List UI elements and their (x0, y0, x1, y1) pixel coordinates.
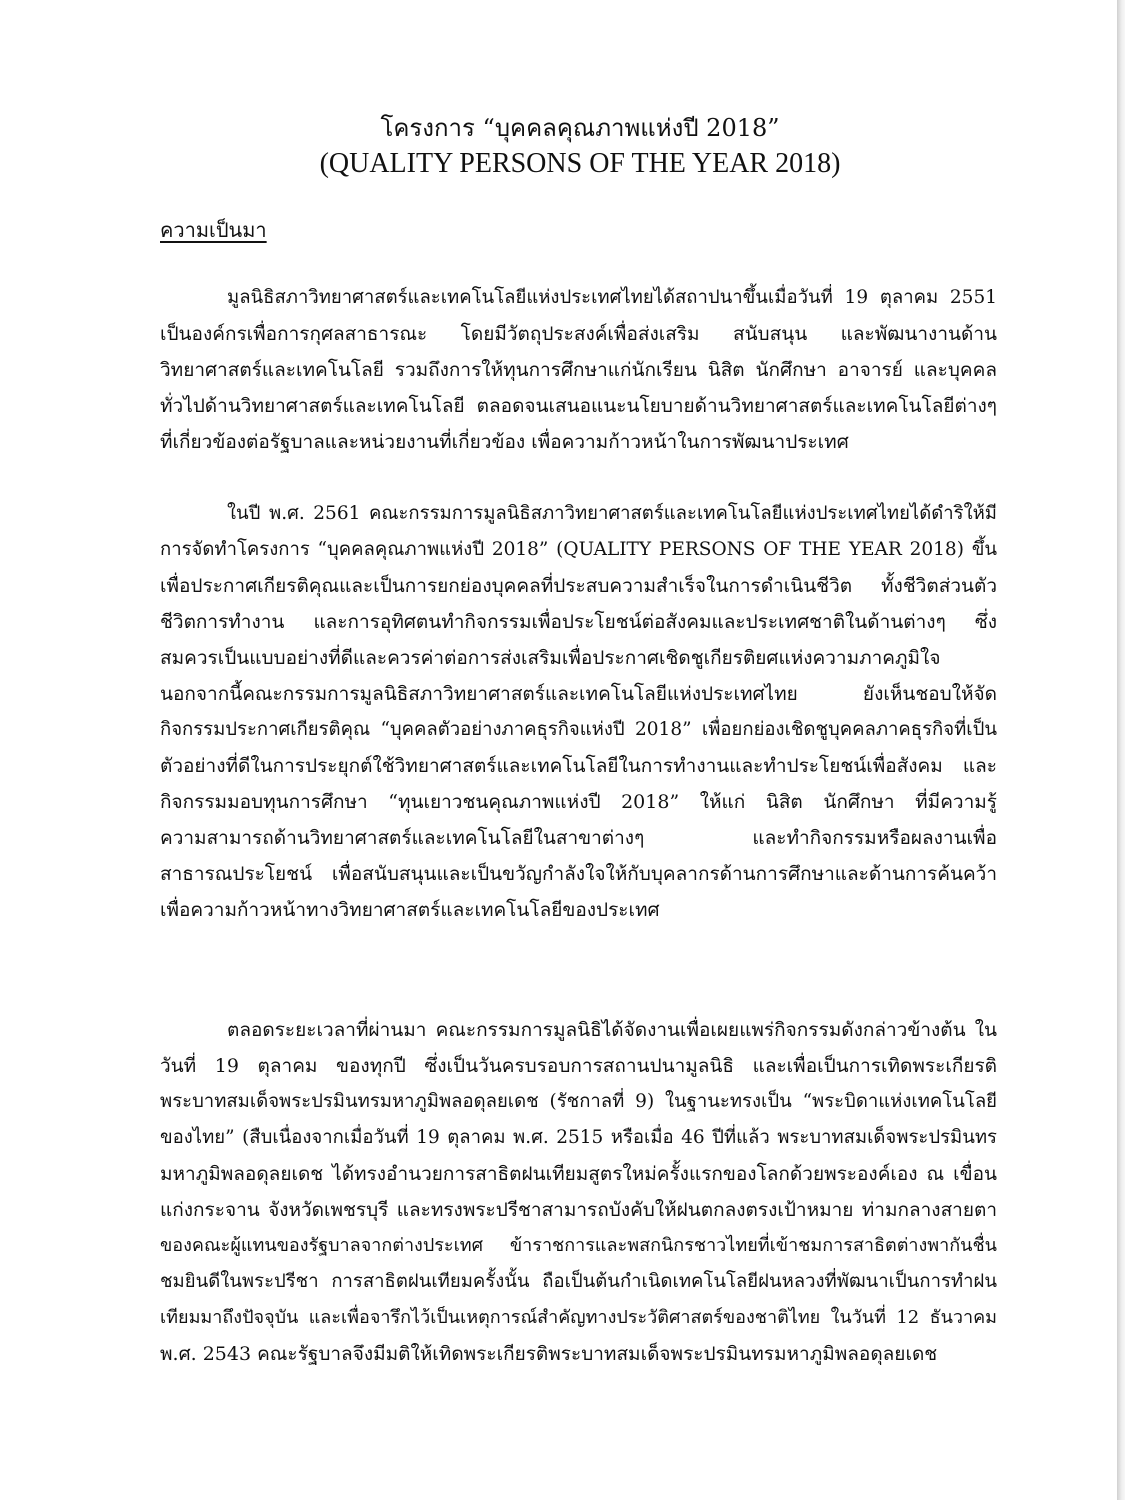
paragraph-line: แก่งกระจาน จังหวัดเพชรบุรี และทรงพระปรีชาสามารถบังคับให้ฝนตกลงตรงเป้าหมาย ท่ามกลางสายตา (160, 1199, 997, 1221)
page-edge-shadow (1117, 0, 1125, 1500)
paragraph-1 (160, 280, 997, 460)
paragraph-line: ในปี พ.ศ. 2561 คณะกรรมการมูลนิธิสภาวิทยาศาสตร์และเทคโนโลยีแห่งประเทศไทยได้ดำริให้มี (227, 503, 997, 524)
paragraph-line: ทั่วไปด้านวิทยาศาสตร์และเทคโนโลยี ตลอดจนเสนอแนะนโยบายด้านวิทยาศาสตร์และเทคโนโลยีต่างๆ (160, 395, 997, 417)
paragraph-line: เทียมมาถึงปัจจุบัน และเพื่อจารึกไว้เป็นเหตุการณ์สำคัญทางประวัติศาสตร์ของชาติไทย ในวันที่ 12 ธันวาคม (160, 1307, 997, 1328)
paragraph-line: ตัวอย่างที่ดีในการประยุกต์ใช้วิทยาศาสตร์และเทคโนโลยีในการทำงานและทำประโยชน์เพื่อสังคม และ (160, 755, 997, 777)
paragraph-line: นอกจากนี้คณะกรรมการมูลนิธิสภาวิทยาศาสตร์และเทคโนโลยีแห่งประเทศไทย ยังเห็นชอบให้จัด (160, 683, 997, 705)
paragraph-line: ตลอดระยะเวลาที่ผ่านมา คณะกรรมการมูลนิธิได้จัดงานเพื่อเผยแพร่กิจกรรมดังกล่าวข้างต้น ใน (227, 1019, 997, 1041)
paragraph-3 (160, 1012, 997, 1372)
paragraph-line: กิจกรรมประกาศเกียรติคุณ “บุคคลตัวอย่างภาคธุรกิจแห่งปี 2018” เพื่อยกย่องเชิดชูบุคคลภาคธุรกิจที่เป็น (160, 719, 997, 740)
paragraph-line: ของไทย” (สืบเนื่องจากเมื่อวันที่ 19 ตุลาคม พ.ศ. 2515 หรือเมื่อ 46 ปีที่แล้ว พระบาทสมเด็จพระปรมินทร (160, 1127, 997, 1148)
paragraph-line: ของคณะผู้แทนของรัฐบาลจากต่างประเทศ ข้าราชการและพสกนิกรชาวไทยที่เข้าชมการสาธิตต่างพากันชื่น (160, 1235, 997, 1256)
document-title-thai: โครงการ “บุคคลคุณภาพแห่งปี 2018” (380, 114, 780, 142)
paragraph-line: เพื่อความก้าวหน้าทางวิทยาศาสตร์และเทคโนโลยีของประเทศ (160, 899, 660, 921)
paragraph-line: วันที่ 19 ตุลาคม ของทุกปี ซึ่งเป็นวันครบรอบการสถานปนามูลนิธิ และเพื่อเป็นการเทิดพระเกียรติ (160, 1055, 997, 1077)
paragraph-line: สมควรเป็นแบบอย่างที่ดีและควรค่าต่อการส่งเสริมเพื่อประกาศเชิดชูเกียรติยศแห่งความภาคภูมิใจ (160, 647, 941, 669)
document-title-english: (QUALITY PERSONS OF THE YEAR 2018) (319, 148, 841, 179)
paragraph-line: ชมยินดีในพระปรีชา การสาธิตฝนเทียมครั้งนั้น ถือเป็นต้นกำเนิดเทคโนโลยีฝนหลวงที่พัฒนาเป็นการทำฝน (160, 1271, 997, 1292)
section-heading: ความเป็นมา (160, 218, 267, 242)
paragraph-line: มหาภูมิพลอดุลยเดช ได้ทรงอำนวยการสาธิตฝนเทียมสูตรใหม่ครั้งแรกของโลกด้วยพระองค์เอง ณ เขื่อน (160, 1163, 997, 1185)
paragraph-line: เป็นองค์กรเพื่อการกุศลสาธารณะ โดยมีวัตถุประสงค์เพื่อส่งเสริม สนับสนุน และพัฒนางานด้าน (160, 323, 997, 345)
paragraph-2 (160, 496, 997, 928)
paragraph-line: สาธารณประโยชน์ เพื่อสนับสนุนและเป็นขวัญกำลังใจให้กับบุคลากรด้านการศึกษาและด้านการค้นคว้า (160, 863, 997, 885)
paragraph-line: ความสามารถด้านวิทยาศาสตร์และเทคโนโลยีในสาขาต่างๆ และทำกิจกรรมหรือผลงานเพื่อ (160, 827, 997, 849)
paragraph-line: เพื่อประกาศเกียรติคุณและเป็นการยกย่องบุคคลที่ประสบความสำเร็จในการดำเนินชีวิต ทั้งชีวิตส่วนตัว (160, 575, 997, 597)
paragraph-line: พระบาทสมเด็จพระปรมินทรมหาภูมิพลอดุลยเดช (รัชกาลที่ 9) ในฐานะทรงเป็น “พระบิดาแห่งเทคโนโลยี (160, 1091, 997, 1112)
paragraph-line: วิทยาศาสตร์และเทคโนโลยี รวมถึงการให้ทุนการศึกษาแก่นักเรียน นิสิต นักศึกษา อาจารย์ และบุคคล (160, 359, 997, 381)
paragraph-line: มูลนิธิสภาวิทยาศาสตร์และเทคโนโลยีแห่งประเทศไทยได้สถาปนาขึ้นเมื่อวันที่ 19 ตุลาคม 2551 (227, 287, 997, 308)
paragraph-line: การจัดทำโครงการ “บุคคลคุณภาพแห่งปี 2018” (QUALITY PERSONS OF THE YEAR 2018) ขึ้น (160, 539, 997, 560)
paragraph-line: ชีวิตการทำงาน และการอุทิศตนทำกิจกรรมเพื่อประโยชน์ต่อสังคมและประเทศชาติในด้านต่างๆ ซึ่ง (160, 611, 997, 633)
paragraph-line: ที่เกี่ยวข้องต่อรัฐบาลและหน่วยงานที่เกี่ยวข้อง เพื่อความก้าวหน้าในการพัฒนาประเทศ (160, 431, 849, 453)
paragraph-line: พ.ศ. 2543 คณะรัฐบาลจึงมีมติให้เทิดพระเกียรติพระบาทสมเด็จพระปรมินทรมหาภูมิพลอดุลยเดช (160, 1343, 938, 1365)
paragraph-line: กิจกรรมมอบทุนการศึกษา “ทุนเยาวชนคุณภาพแห่งปี 2018” ให้แก่ นิสิต นักศึกษา ที่มีความรู้ (160, 791, 997, 813)
